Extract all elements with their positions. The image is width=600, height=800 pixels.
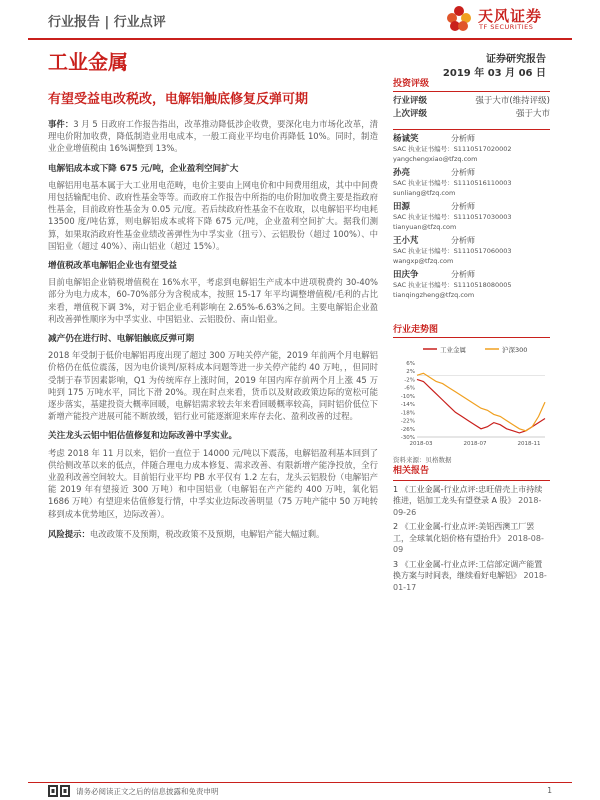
analyst-cert: SAC 执业证书编号：S1110516110003 <box>393 179 512 187</box>
x-tick-label: 2018-07 <box>463 441 487 447</box>
analyst-name: 田源 <box>393 202 411 212</box>
risk-paragraph <box>48 528 378 540</box>
x-tick-label: 2018-03 <box>409 441 433 447</box>
brief-label: 证券研究报告 <box>486 54 546 65</box>
section-title-vat: 增值税改革电解铝企业也有望受益 <box>48 261 177 272</box>
related-heading: 相关报告 <box>393 466 550 481</box>
analyst-cert: SAC 执业证书编号：S1110518080005 <box>393 281 512 289</box>
event-text: 3 月 5 日政府工作报告指出，改革推动降低涉企收费，要深化电力市场化改革，清理电价附加收费，降低制造业用电成本，一般工商业平均电价再降低 10%。同时，制造业企业增值税由 16%调整到 13%。 <box>48 119 378 154</box>
analyst-title: 分析师 <box>451 202 475 211</box>
analyst-email[interactable]: tianyuan@tfzq.com <box>393 223 457 231</box>
y-tick-label: -14% <box>400 402 415 409</box>
page-number: 1 <box>547 786 552 795</box>
main-body <box>48 118 378 548</box>
analyst-cert: SAC 执业证书编号：S1110517030003 <box>393 213 512 221</box>
legend-label: 工业金属 <box>440 346 466 354</box>
sector-title: 工业金属 <box>48 50 128 74</box>
analyst-name: 王小芃 <box>393 236 419 246</box>
risk-text: 电改政策不及预期，税改政策不及预期，电解铝产能大幅过剩。 <box>89 528 325 539</box>
section-title-focus: 关注龙头云铝中铝估值修复和边际改善中孚实业。 <box>48 431 238 442</box>
prev-rating-row <box>393 108 550 121</box>
related-report-item[interactable] <box>393 521 550 556</box>
analyst-email[interactable]: yangchengxiao@tfzq.com <box>393 155 478 163</box>
analyst-cert: SAC 执业证书编号：S1110517060003 <box>393 247 512 255</box>
y-tick-label: -26% <box>400 426 415 433</box>
y-tick-label: -2% <box>404 377 415 384</box>
section-text-vat: 目前电解铝企业销税增值税在 16%水平，考虑到电解铝生产成本中进项税费约 30-40%部分为电力成本，60-70%部分为含税成本，按照 15-17 年平均调整增值税/毛利的占比来看，增值税下调 3%，对于铝企业毛利影响在 2.65%-6.63%之间。主要电解铝企业盈利改善弹性顺序为中孚实业、中国铝业、云铝股份、南山铝业。 <box>48 277 378 324</box>
related-report-date: 2018-08-09 <box>393 533 544 554</box>
section-title-output: 减产仍在进行时、电解铝触底反弹可期 <box>48 334 195 345</box>
section-text-cost: 电解铝用电基本属于大工业用电范畴，电价主要由上网电价和中间费用组成，其中中间费用包括输配电价、政府性基金等等。而政府工作报告中所指的电价附加收费主要是指政府性基金，目前政府性基金为 0.05 元/度。若后续政府性基金不在收取，以电解铝平均电耗 13500 度/吨估算，则电解铝成本或将下降 675 元/吨，企业盈利空间扩大。据我们测算，如果取消政府性基金业绩改善弹性为中孚实业（扭亏）、云铝股份（超过 100%）、中国铝业（超过 40%）、南山铝业（超过 15%）。 <box>48 179 378 251</box>
risk-label: 风险提示： <box>48 528 90 539</box>
related-report-item[interactable] <box>393 559 550 594</box>
y-tick-label: -10% <box>400 393 415 400</box>
chart-source: 资料来源：贝格数据 <box>393 456 452 464</box>
analyst-title: 分析师 <box>451 236 475 245</box>
analyst-title: 分析师 <box>451 270 475 279</box>
y-tick-label: -22% <box>400 418 415 425</box>
section-title-cost: 电解铝成本或下降 675 元/吨，企业盈利空间扩大 <box>48 163 239 174</box>
analyst-email[interactable]: tianqingzheng@tfzq.com <box>393 291 475 299</box>
y-tick-label: 2% <box>406 369 415 376</box>
related-reports <box>393 466 550 596</box>
prev-rating-value: 强于大市 <box>515 109 550 119</box>
related-report-title[interactable]: 3 《工业金属-行业点评:工信部定调产能置换方案与时间表，继续看好电解铝》 <box>393 559 543 580</box>
qr-code-icon <box>48 785 70 797</box>
logo-name: 天风证券 <box>478 7 543 25</box>
analyst-title: 分析师 <box>451 168 475 177</box>
rating-value: 强于大市(维持评级) <box>475 96 550 106</box>
prev-rating-label: 上次评级 <box>393 109 428 119</box>
related-report-date: 2018-09-26 <box>393 496 542 517</box>
analyst-entry <box>393 236 550 266</box>
analyst-title: 分析师 <box>451 134 475 143</box>
section-text-output: 2018 年受制于低价电解铝再度出现了超过 300 万吨关停产能，2019 年前两个月电解铝价格仍在低位震荡，因为电价谈判/原料成本问题等进一步关停产能约 40 万吨，，但同时受制于春节因素影响，Q1 为传统库存上涨时间，2019 年国内库存前两个月上涨 45 万吨到 175 万吨水平，同比下滑 20%。现在时点来看，货币以及财政政策边际的宽松可能逐步落实，基建投资大概率回暖，电解铝需求较去年来看回暖概率较高，同时铝价低位下新增产能投产进展可能不断放缓，铝行业可能逐渐迎来库存去化、盈利改善的过程。 <box>48 350 378 422</box>
analyst-name: 田庆争 <box>393 270 419 280</box>
report-headline: 有望受益电改税改，电解铝触底修复反弹可期 <box>48 92 309 107</box>
top-divider <box>28 38 572 40</box>
analyst-email[interactable]: wangxp@tfzq.com <box>393 257 454 265</box>
rating-label: 行业评级 <box>393 96 428 106</box>
rating-row <box>393 95 550 108</box>
analyst-cert: SAC 执业证书编号：S1110517020002 <box>393 145 512 153</box>
analyst-name: 杨诚笑 <box>393 134 419 144</box>
analyst-email[interactable]: sunliang@tfzq.com <box>393 189 456 197</box>
series-line <box>417 379 545 433</box>
analyst-entry <box>393 168 550 198</box>
related-report-title[interactable]: 1 《工业金属-行业点评:忠旺借壳上市持续推进，铝加工龙头有望登录 A 股》 <box>393 484 543 505</box>
rating-heading: 投资评级 <box>393 76 550 92</box>
y-tick-label: -18% <box>400 410 415 417</box>
analyst-entry <box>393 202 550 232</box>
trend-chart-box <box>393 322 550 464</box>
analyst-entry <box>393 134 550 164</box>
analyst-heading-spacer <box>393 127 550 130</box>
x-tick-label: 2018-11 <box>517 441 541 447</box>
trend-chart <box>393 341 550 449</box>
y-tick-label: 6% <box>406 361 415 367</box>
legend-label: 沪深300 <box>502 346 528 354</box>
related-report-date: 2018-01-17 <box>393 571 547 592</box>
section-text-focus: 考虑 2018 年 11 月以来，铝价一直位于 14000 元/吨以下震荡，电解铝盈利基本回到了供给侧改革以来的低点，伴随合理电力成本修复、需求改善、有限新增产能净投放，全行业盈利改善空间较大。目前铝行业平均 PB 水平仅有 1.2 左右，龙头云铝股份（电解铝产能 2019 年有望接近 300 万吨）和中国铝业（电解铝在产产能约 400 万吨，氧化铝 1686 万吨）有望迎来估值修复行情，中孚实业边际改善明显（75 万吨产能中 50 万吨转移到成本优势地区，边际改善）。 <box>48 447 378 519</box>
related-report-title[interactable]: 2 《工业金属-行业点评:美铝西澳工厂罢工，全球氧化铝价格有望抬升》 <box>393 522 535 543</box>
chart-heading: 行业走势图 <box>393 322 550 338</box>
logo-sub: TF SECURITIES <box>479 23 534 31</box>
report-date: 2019 年 03 月 06 日 <box>442 68 546 79</box>
company-logo <box>442 4 560 34</box>
logo-flower-icon <box>444 4 474 34</box>
sidebar <box>393 76 550 300</box>
footer-disclaimer: 请务必阅读正文之后的信息披露和免责申明 <box>76 787 219 796</box>
report-type: 行业报告 | 行业点评 <box>48 15 166 30</box>
event-label: 事件： <box>48 119 74 129</box>
y-tick-label: -6% <box>404 385 415 392</box>
footer-divider <box>28 782 572 783</box>
related-report-item[interactable] <box>393 484 550 519</box>
analyst-name: 孙亮 <box>393 168 411 178</box>
y-tick-label: -30% <box>400 435 415 441</box>
series-line <box>417 373 545 431</box>
event-paragraph <box>48 118 378 155</box>
analyst-entry <box>393 270 550 300</box>
